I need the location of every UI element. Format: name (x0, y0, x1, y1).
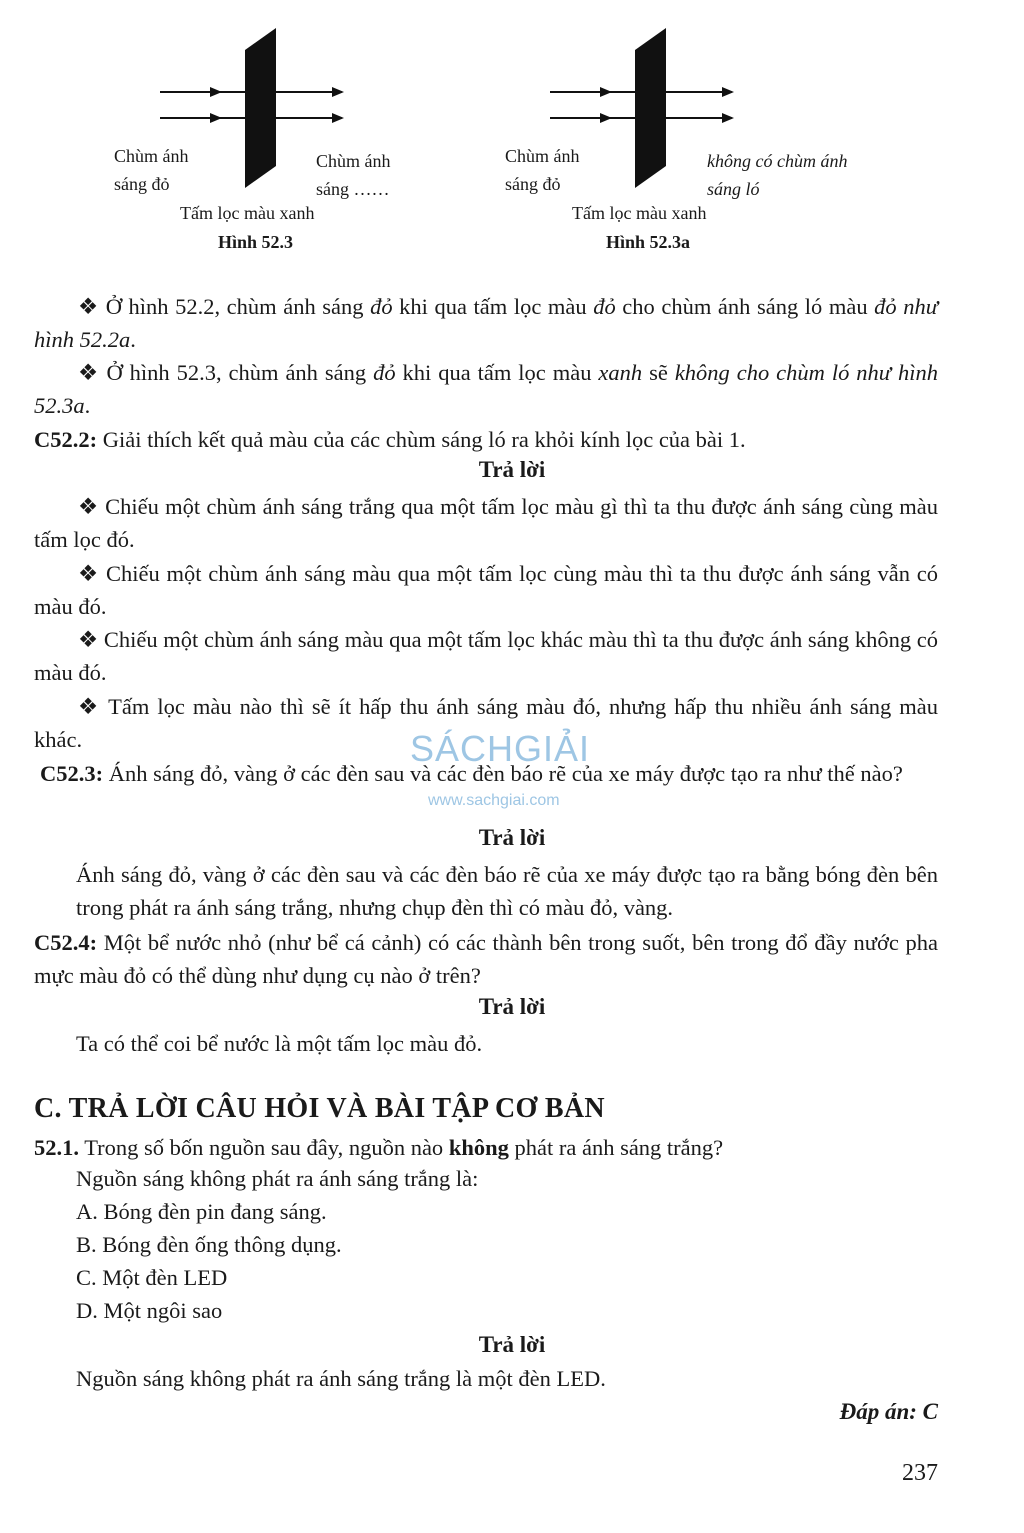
answer-bullet: ❖ Chiếu một chùm ánh sáng màu qua một tấm lọc khác màu thì ta thu được ánh sáng không có màu đó. (34, 627, 939, 685)
answer-bullet: ❖ Tấm lọc màu nào thì sẽ ít hấp thu ánh sáng màu đó, nhưng hấp thu nhiều ánh sáng màu khác. (34, 694, 939, 752)
figure2-right-label: không có chùm ánh sáng ló (707, 151, 848, 199)
question-c52-4: C52.4: Một bể nước nhỏ (như bể cá cảnh) có các thành bên trong suốt, bên trong đổ đầy nước pha mực màu đỏ có thể dùng như dụng cụ nào ở trên? (34, 930, 938, 988)
figure1-right-label: Chùm ánh sáng …… (316, 151, 391, 199)
answer-bullet: ❖ Chiếu một chùm ánh sáng màu qua một tấm lọc cùng màu thì ta thu được ánh sáng vẫn có màu đó. (34, 561, 938, 619)
page-number: 237 (902, 1460, 938, 1486)
question-stem: Nguồn sáng không phát ra ánh sáng trắng là: (76, 1166, 479, 1191)
answer-c52-3: Ánh sáng đỏ, vàng ở các đèn sau và các đèn báo rẽ của xe máy được tạo ra bằng bóng đèn bên trong phát ra ánh sáng trắng, nhưng chụp đèn thì có màu đỏ, vàng. (76, 862, 938, 920)
figure1-left-label: Chùm ánh sáng đỏ (114, 146, 189, 194)
question-52-1: 52.1. Trong số bốn nguồn sau đây, nguồn nào không phát ra ánh sáng trắng? (34, 1135, 724, 1160)
question-c52-2: C52.2: Giải thích kết quả màu của các chùm sáng ló ra khỏi kính lọc của bài 1. (34, 427, 746, 452)
option-d: D. Một ngôi sao (76, 1298, 223, 1323)
figure1-filter-label: Tấm lọc màu xanh (180, 203, 315, 223)
answer-title: Trả lời (478, 1332, 546, 1357)
answer-title: Trả lời (478, 457, 546, 482)
option-b: B. Bóng đèn ống thông dụng. (76, 1232, 342, 1257)
section-heading: C. TRẢ LỜI CÂU HỎI VÀ BÀI TẬP CƠ BẢN (34, 1093, 605, 1124)
bullet-paragraph: ❖ Ở hình 52.2, chùm ánh sáng đỏ khi qua tấm lọc màu đỏ cho chùm ánh sáng ló màu đỏ như hình 52.2a. (34, 294, 938, 352)
answer-c52-4: Ta có thể coi bể nước là một tấm lọc màu đỏ. (76, 1031, 483, 1056)
option-c: C. Một đèn LED (76, 1265, 228, 1290)
answer-title: Trả lời (478, 825, 546, 850)
answer-title: Trả lời (478, 994, 546, 1019)
bullet-paragraph: ❖ Ở hình 52.3, chùm ánh sáng đỏ khi qua tấm lọc màu xanh sẽ không cho chùm ló như hình 52.3a. (34, 360, 939, 418)
answer-key: Đáp án: C (839, 1399, 938, 1424)
figure2-filter-label: Tấm lọc màu xanh (572, 203, 707, 223)
watermark-url: www.sachgiai.com (428, 792, 560, 809)
figure2-caption: Hình 52.3a (606, 232, 691, 252)
figure1-caption: Hình 52.3 (218, 232, 294, 252)
watermark-logo: SÁCHGIẢI (410, 728, 591, 769)
option-a: A. Bóng đèn pin đang sáng. (76, 1199, 327, 1224)
answer-bullet: ❖ Chiếu một chùm ánh sáng trắng qua một tấm lọc màu gì thì ta thu được ánh sáng cùng màu tấm lọc đó. (34, 494, 938, 552)
figure2-left-label: Chùm ánh sáng đỏ (505, 146, 580, 194)
answer-52-1: Nguồn sáng không phát ra ánh sáng trắng là một đèn LED. (76, 1366, 606, 1391)
question-c52-3: C52.3: Ánh sáng đỏ, vàng ở các đèn sau và các đèn báo rẽ của xe máy được tạo ra như thế nào? (40, 761, 903, 786)
